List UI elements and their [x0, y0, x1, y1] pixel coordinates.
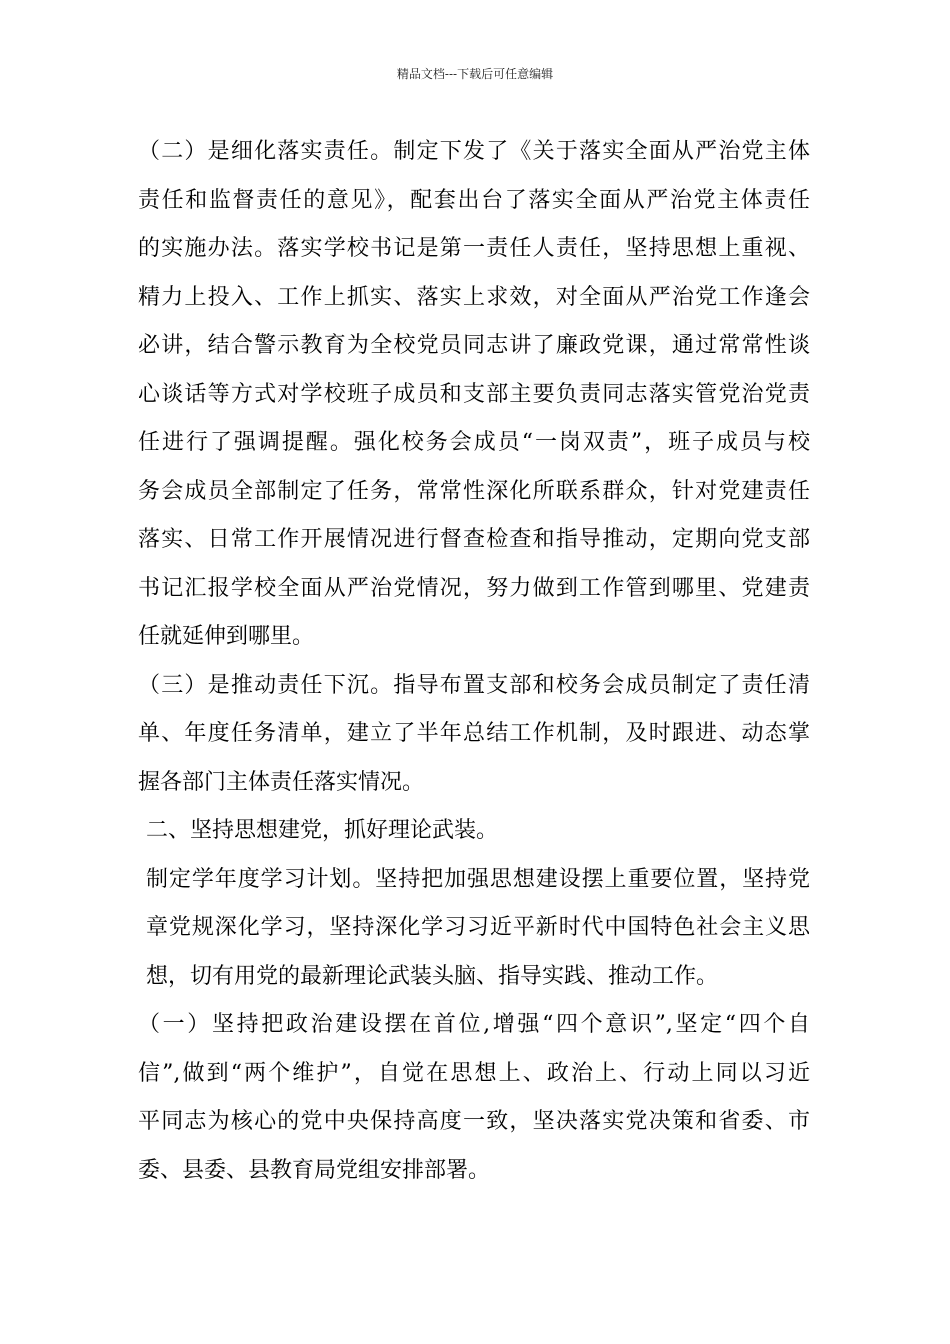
text-line: 平同志为核心的党中央保持高度一致，坚决落实党决策和省委、市 — [138, 1109, 810, 1134]
text-line: 必讲，结合警示教育为全校党员同志讲了廉政党课，通过常常性谈 — [138, 333, 810, 358]
page-header: 精品文档---下载后可任意编辑 — [396, 67, 554, 81]
text-line: 任就延伸到哪里。 — [138, 624, 315, 649]
text-line: 精力上投入、工作上抓实、落实上求效，对全面从严治党工作逢会 — [138, 284, 810, 310]
text-line: 委、县委、县教育局党组安排部署。 — [138, 1157, 491, 1183]
text-line: 务会成员全部制定了任务，常常性深化所联系群众，针对党建责任 — [138, 478, 810, 504]
paragraph-study-plan — [146, 856, 810, 1002]
text-line: 任进行了强调提醒。强化校务会成员“一岗双责”，班子成员与校 — [138, 430, 810, 455]
text-line: 单、年度任务清单，建立了半年总结工作机制，及时跟进、动态掌 — [138, 721, 810, 746]
text-line: 章党规深化学习，坚持深化学习习近平新时代中国特色社会主义思 — [146, 915, 810, 940]
text-line: （一）坚持把政治建设摆在首位,增强“四个意识”,坚定“四个自 — [138, 1012, 810, 1037]
text-line: 握各部门主体责任落实情况。 — [138, 769, 425, 795]
text-line: 的实施办法。落实学校书记是第一责任人责任，坚持思想上重视、 — [138, 236, 810, 261]
paragraph-political-building — [138, 1001, 810, 1195]
text-line: 书记汇报学校全面从严治党情况，努力做到工作管到哪里、党建责 — [138, 575, 810, 601]
text-line: （三）是推动责任下沉。指导布置支部和校务会成员制定了责任清 — [138, 672, 810, 698]
text-line: 二、坚持思想建党，抓好理论武装。 — [146, 818, 499, 843]
paragraph-responsibility-downward — [138, 662, 810, 808]
section-heading-ideological-building — [146, 807, 810, 856]
paragraph-responsibility-refinement — [138, 128, 810, 662]
text-line: 信”,做到“两个维护”，自觉在思想上、政治上、行动上同以习近 — [138, 1060, 810, 1086]
text-line: 落实、日常工作开展情况进行督查检查和指导推动，定期向党支部 — [138, 527, 810, 552]
text-line: 制定学年度学习计划。坚持把加强思想建设摆上重要位置，坚持党 — [146, 866, 810, 892]
text-line: 责任和监督责任的意见》，配套出台了落实全面从严治党主体责任 — [138, 187, 810, 213]
document-body — [138, 128, 810, 1195]
text-line: 心谈话等方式对学校班子成员和支部主要负责同志落实管党治党责 — [138, 381, 810, 407]
text-line: （二）是细化落实责任。制定下发了《关于落实全面从严治党主体 — [138, 139, 810, 164]
text-line: 想，切有用党的最新理论武装头脑、指导实践、推动工作。 — [146, 963, 719, 989]
